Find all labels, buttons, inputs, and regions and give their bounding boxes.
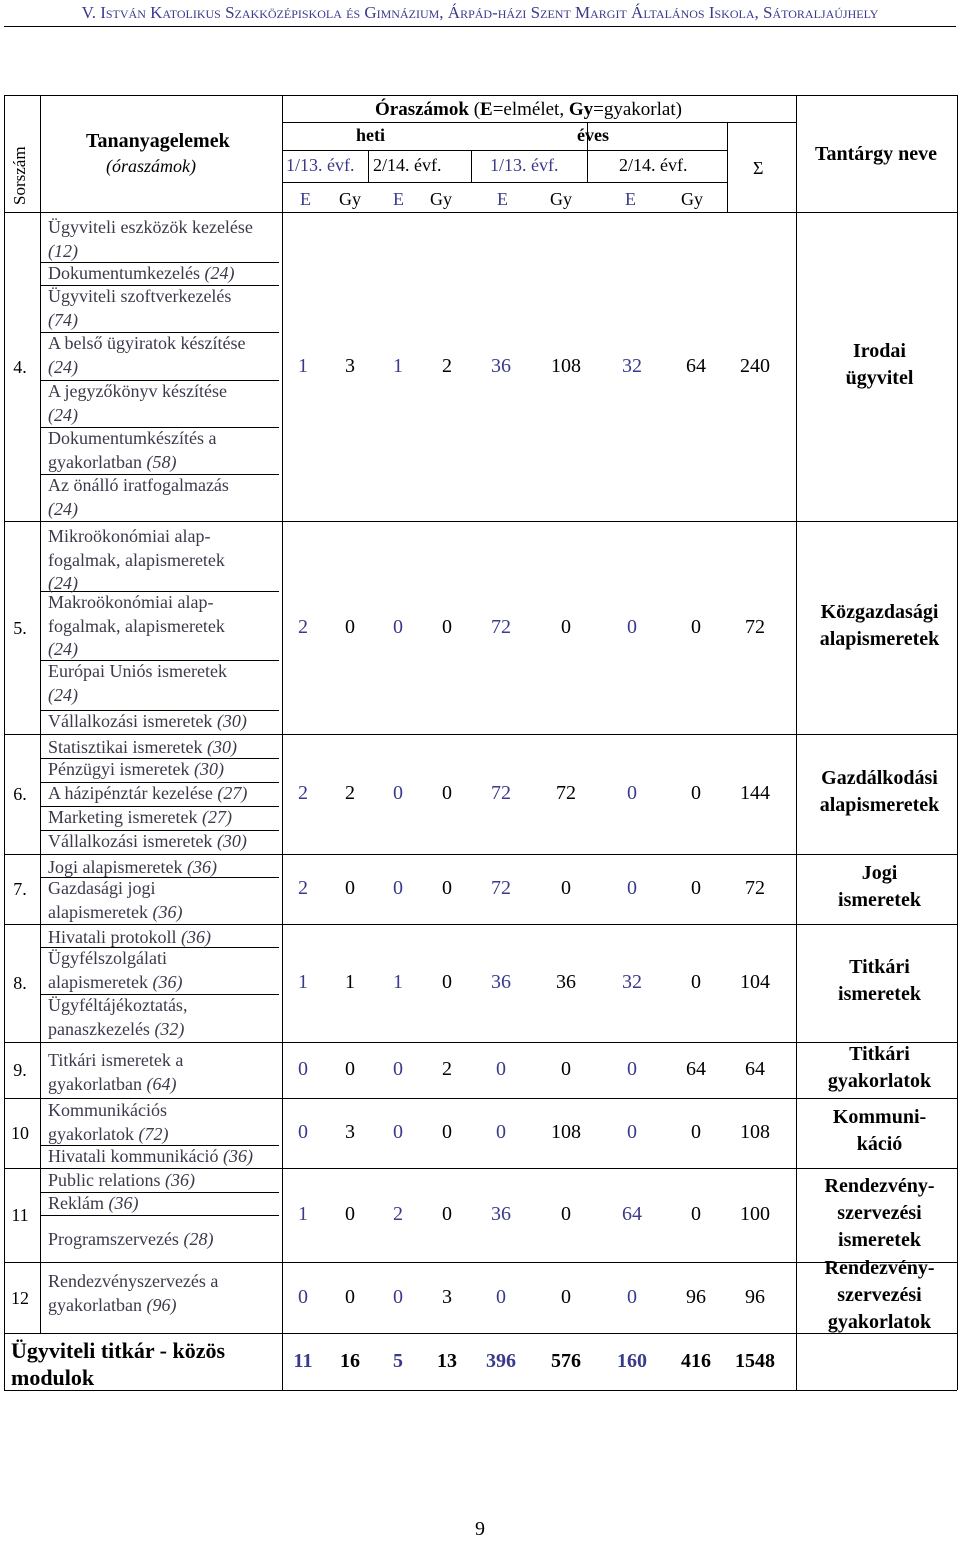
topic-item: Makroökonómiai alap- fogalmak, alapismeretek (24) bbox=[48, 592, 225, 659]
hours-value: 72 bbox=[745, 877, 765, 899]
topic-item: Ügyféltájékoztatás, panaszkezelés (32) bbox=[48, 995, 188, 1039]
hours-value: 2 bbox=[442, 354, 452, 377]
topic-item: Európai Uniós ismeretek (24) bbox=[48, 661, 227, 705]
curriculum-table bbox=[4, 95, 957, 1391]
hours-value: 0 bbox=[496, 1121, 506, 1143]
total-value: 16 bbox=[340, 1350, 360, 1372]
total-value: 396 bbox=[486, 1350, 516, 1372]
row-number: 12 bbox=[11, 1287, 29, 1308]
topic-item: Pénzügyi ismeretek (30) bbox=[48, 759, 224, 779]
hours-value: 0 bbox=[627, 1058, 637, 1080]
hours-value: 96 bbox=[745, 1285, 765, 1308]
year-header: 1/13. évf. bbox=[490, 155, 559, 175]
hours-count: (24) bbox=[48, 639, 78, 659]
hours-value: 0 bbox=[561, 615, 571, 638]
topic-item: Az önálló iratfogalmazás (24) bbox=[48, 475, 229, 519]
row-number: 6. bbox=[13, 784, 27, 804]
topic-item: Kommunikációs gyakorlatok (72) bbox=[48, 1100, 169, 1144]
hours-count: (36) bbox=[222, 1146, 253, 1166]
topic-item: Gazdasági jogi alapismeretek (36) bbox=[48, 878, 183, 922]
hours-value: 72 bbox=[491, 877, 511, 899]
hours-value: 64 bbox=[686, 354, 706, 377]
hours-value: 0 bbox=[442, 782, 452, 804]
hours-value: 36 bbox=[491, 1203, 511, 1225]
bold-word: Óraszámok bbox=[375, 99, 469, 120]
eg-header: E bbox=[300, 189, 311, 209]
hours-value: 72 bbox=[556, 782, 576, 804]
hours-value: 72 bbox=[491, 782, 511, 804]
subject-name: Gazdálkodási alapismeretek bbox=[819, 767, 940, 816]
hours-value: 1 bbox=[298, 354, 308, 377]
hours-value: 0 bbox=[345, 1285, 355, 1308]
row-number: 10 bbox=[11, 1123, 29, 1143]
bold-letter: Gy bbox=[568, 99, 594, 120]
hours-value: 0 bbox=[496, 1285, 506, 1308]
hours-value: 36 bbox=[491, 354, 511, 377]
hours-value: 0 bbox=[561, 1203, 571, 1225]
hours-value: 0 bbox=[345, 615, 355, 638]
row-number: 7. bbox=[13, 879, 27, 899]
hours-value: 144 bbox=[740, 782, 770, 804]
hours-count: (30) bbox=[206, 737, 237, 757]
topic-item: Hivatali protokoll (36) bbox=[48, 927, 211, 947]
hours-value: 108 bbox=[551, 1121, 581, 1143]
row-number: 8. bbox=[13, 973, 27, 993]
eg-header: Gy bbox=[339, 189, 361, 209]
hours-value: 1 bbox=[298, 1203, 308, 1225]
yearly-header: éves bbox=[577, 125, 609, 145]
total-value: 11 bbox=[293, 1350, 313, 1372]
hours-value: 0 bbox=[393, 1058, 403, 1080]
hours-value: 72 bbox=[745, 615, 765, 638]
topic-item: Vállalkozási ismeretek (30) bbox=[48, 711, 247, 731]
subject-name: Jogi ismeretek bbox=[838, 862, 921, 911]
hours-value: 0 bbox=[691, 971, 701, 993]
hours-value: 108 bbox=[740, 1121, 770, 1143]
hours-value: 240 bbox=[740, 354, 770, 377]
topic-item: Ügyviteli eszközök kezelése (12) bbox=[48, 217, 253, 261]
hours-value: 3 bbox=[345, 354, 355, 377]
topic-item: Mikroökonómiai alap- fogalmak, alapismeretek (24) bbox=[48, 526, 225, 593]
hours-value: 0 bbox=[561, 877, 571, 899]
grid-line bbox=[796, 95, 797, 1390]
hours-value: 64 bbox=[622, 1203, 642, 1225]
eg-header: E bbox=[497, 189, 508, 209]
row-number: 5. bbox=[13, 617, 27, 638]
topic-item: Reklám (36) bbox=[48, 1193, 139, 1213]
hours-count: (74) bbox=[48, 309, 78, 330]
hours-value: 64 bbox=[686, 1058, 706, 1080]
hours-value: 0 bbox=[561, 1058, 571, 1080]
grid-line bbox=[4, 95, 5, 1390]
hours-value: 0 bbox=[345, 1058, 355, 1080]
hours-value: 0 bbox=[393, 782, 403, 804]
year-header: 2/14. évf. bbox=[373, 155, 442, 175]
hours-count: (30) bbox=[216, 831, 247, 851]
bold-letter: E bbox=[480, 99, 493, 120]
topic-item: Dokumentumkészítés a gyakorlatban (58) bbox=[48, 428, 217, 472]
topic-item: A házipénztár kezelése (27) bbox=[48, 783, 248, 803]
topic-item: Ügyviteli szoftverkezelés (74) bbox=[48, 286, 232, 330]
hours-value: 3 bbox=[345, 1121, 355, 1143]
grid-line bbox=[4, 521, 957, 522]
eg-header: Gy bbox=[430, 189, 452, 209]
hours-count: (27) bbox=[217, 783, 248, 803]
hours-count: (30) bbox=[216, 711, 247, 731]
hours-count: (30) bbox=[193, 759, 224, 779]
hours-value: 2 bbox=[298, 877, 308, 899]
hours-value: 0 bbox=[627, 877, 637, 899]
hours-value: 1 bbox=[298, 971, 308, 993]
topic-item: Marketing ismeretek (27) bbox=[48, 807, 232, 827]
hours-value: 1 bbox=[393, 354, 403, 377]
total-label: Ügyviteli titkár - közös modulok bbox=[11, 1338, 226, 1390]
sorszam-header: Sorszám bbox=[10, 146, 29, 205]
grid-line bbox=[368, 150, 369, 182]
hours-value: 0 bbox=[393, 1285, 403, 1308]
hours-count: (58) bbox=[146, 451, 177, 472]
subject-name: Rendezvény- szervezési ismeretek bbox=[824, 1174, 935, 1251]
hours-value: 2 bbox=[298, 782, 308, 804]
grid-line bbox=[957, 95, 958, 1390]
hours-value: 32 bbox=[622, 971, 642, 993]
subject-name: Irodai ügyvitel bbox=[845, 339, 914, 389]
hours-value: 2 bbox=[345, 782, 355, 804]
hours-value: 0 bbox=[298, 1285, 308, 1308]
hours-count: (12) bbox=[48, 240, 78, 261]
hours-count: (36) bbox=[152, 901, 183, 922]
subject-name: Titkári ismeretek bbox=[838, 956, 921, 1005]
hours-value: 0 bbox=[393, 1121, 403, 1143]
topic-item: Jogi alapismeretek (36) bbox=[48, 857, 217, 877]
hours-value: 32 bbox=[622, 354, 642, 377]
subject-name: Rendezvény- szervezési gyakorlatok bbox=[824, 1257, 935, 1333]
hours-value: 0 bbox=[393, 615, 403, 638]
hours-value: 0 bbox=[561, 1285, 571, 1308]
row-number: 11 bbox=[11, 1205, 29, 1225]
hours-value: 0 bbox=[691, 1203, 701, 1225]
hours-value: 0 bbox=[627, 1285, 637, 1308]
year-header: 1/13. évf. bbox=[286, 155, 355, 175]
hours-count: (24) bbox=[48, 498, 78, 519]
hours-count: (72) bbox=[138, 1123, 169, 1144]
hours-value: 0 bbox=[442, 877, 452, 899]
topic-item: Vállalkozási ismeretek (30) bbox=[48, 831, 247, 851]
subject-name: Közgazdasági alapismeretek bbox=[819, 600, 940, 650]
hours-value: 0 bbox=[691, 615, 701, 638]
hours-value: 2 bbox=[393, 1203, 403, 1225]
hours-value: 108 bbox=[551, 354, 581, 377]
hours-value: 0 bbox=[496, 1058, 506, 1080]
total-value: 576 bbox=[551, 1350, 581, 1372]
hours-value: 100 bbox=[740, 1203, 770, 1225]
grid-line bbox=[471, 150, 472, 182]
hours-count: (36) bbox=[164, 1170, 195, 1190]
hours-count: (36) bbox=[186, 857, 217, 877]
topic-item: Titkári ismeretek a gyakorlatban (64) bbox=[48, 1050, 184, 1094]
grid-line bbox=[4, 924, 957, 925]
hours-value: 0 bbox=[627, 782, 637, 804]
hours-value: 0 bbox=[691, 782, 701, 804]
total-value: 1548 bbox=[735, 1350, 775, 1372]
hours-count: (28) bbox=[183, 1229, 214, 1249]
hours-value: 0 bbox=[627, 1121, 637, 1143]
grid-line bbox=[727, 122, 728, 212]
grid-line bbox=[282, 95, 283, 1390]
hours-value: 0 bbox=[691, 1121, 701, 1143]
running-header-text: V. István Katolikus Szakközépiskola és Gimnázium, Árpád-házi Szent Margit Általános Iskola, Sátoraljaújhely bbox=[81, 3, 879, 22]
page-number: 9 bbox=[475, 1518, 485, 1540]
grid-line bbox=[4, 212, 957, 213]
grid-line bbox=[40, 95, 41, 1333]
topic-item: Statisztikai ismeretek (30) bbox=[48, 737, 237, 757]
grid-line bbox=[4, 734, 957, 735]
topic-item: A jegyzőkönyv készítése (24) bbox=[48, 381, 227, 425]
weekly-header: heti bbox=[356, 125, 385, 145]
topic-item: Public relations (36) bbox=[48, 1170, 195, 1190]
subject-name: Kommuni- káció bbox=[832, 1106, 927, 1155]
grid-line bbox=[4, 854, 957, 855]
topic-item: Rendezvényszervezés a gyakorlatban (96) bbox=[48, 1271, 219, 1315]
hours-count: (27) bbox=[201, 807, 232, 827]
hours-group-header: Óraszámok (E=elmélet, Gy=gyakorlat) bbox=[375, 99, 682, 120]
hours-count: (36) bbox=[152, 971, 183, 992]
total-value: 13 bbox=[437, 1350, 457, 1372]
hours-value: 2 bbox=[298, 615, 308, 638]
topic-item: Ügyfélszolgálati alapismeretek (36) bbox=[48, 948, 183, 992]
hours-value: 0 bbox=[298, 1121, 308, 1143]
total-value: 5 bbox=[393, 1350, 403, 1372]
total-value: 416 bbox=[681, 1350, 711, 1372]
grid-line bbox=[4, 95, 957, 96]
hours-value: 0 bbox=[442, 1203, 452, 1225]
topic-item: Dokumentumkezelés (24) bbox=[48, 263, 235, 283]
hours-value: 0 bbox=[393, 877, 403, 899]
eg-header: E bbox=[625, 189, 636, 209]
hours-value: 2 bbox=[442, 1058, 452, 1080]
topic-item: Programszervezés (28) bbox=[48, 1229, 214, 1249]
hours-count: (24) bbox=[48, 404, 78, 425]
hours-value: 0 bbox=[345, 1203, 355, 1225]
hours-value: 1 bbox=[345, 971, 355, 993]
hours-value: 36 bbox=[556, 971, 576, 993]
hours-count: (36) bbox=[108, 1193, 139, 1213]
subject-name: Titkári gyakorlatok bbox=[827, 1043, 932, 1092]
hours-value: 0 bbox=[442, 615, 452, 638]
topic-item: A belső ügyiratok készítése (24) bbox=[48, 333, 246, 377]
hours-value: 36 bbox=[491, 971, 511, 993]
hours-count: (24) bbox=[48, 573, 78, 593]
hours-value: 1 bbox=[393, 971, 403, 993]
row-number: 9. bbox=[13, 1060, 27, 1080]
hours-count: (32) bbox=[154, 1018, 185, 1039]
eg-header: E bbox=[393, 189, 404, 209]
hours-count: (24) bbox=[48, 356, 78, 377]
hours-count: (96) bbox=[146, 1294, 177, 1315]
running-header bbox=[0, 3, 960, 23]
hours-value: 0 bbox=[691, 877, 701, 899]
sigma-header: Σ bbox=[753, 158, 764, 178]
hours-value: 0 bbox=[298, 1058, 308, 1080]
eg-header: Gy bbox=[681, 189, 703, 209]
header-rule bbox=[4, 26, 956, 27]
hours-value: 0 bbox=[442, 971, 452, 993]
hours-count: (24) bbox=[48, 684, 78, 705]
grid-line bbox=[282, 122, 796, 123]
hours-value: 72 bbox=[491, 615, 511, 638]
hours-value: 3 bbox=[442, 1285, 452, 1308]
hours-value: 96 bbox=[686, 1285, 706, 1308]
hours-value: 104 bbox=[740, 971, 770, 993]
subject-header: Tantárgy neve bbox=[815, 143, 938, 165]
elements-subheader: (óraszámok) bbox=[106, 156, 196, 176]
grid-line bbox=[282, 150, 727, 151]
hours-value: 0 bbox=[442, 1121, 452, 1143]
hours-value: 0 bbox=[345, 877, 355, 899]
hours-count: (64) bbox=[146, 1073, 177, 1094]
hours-count: (36) bbox=[180, 927, 211, 947]
total-value: 160 bbox=[617, 1350, 647, 1372]
eg-header: Gy bbox=[550, 189, 572, 209]
topic-item: Hivatali kommunikáció (36) bbox=[48, 1146, 253, 1166]
hours-count: (24) bbox=[204, 263, 235, 283]
grid-line bbox=[282, 182, 727, 183]
year-header: 2/14. évf. bbox=[619, 155, 688, 175]
row-number: 4. bbox=[13, 356, 27, 377]
elements-header: Tananyagelemek bbox=[86, 130, 230, 152]
hours-value: 64 bbox=[745, 1058, 765, 1080]
hours-value: 0 bbox=[627, 615, 637, 638]
